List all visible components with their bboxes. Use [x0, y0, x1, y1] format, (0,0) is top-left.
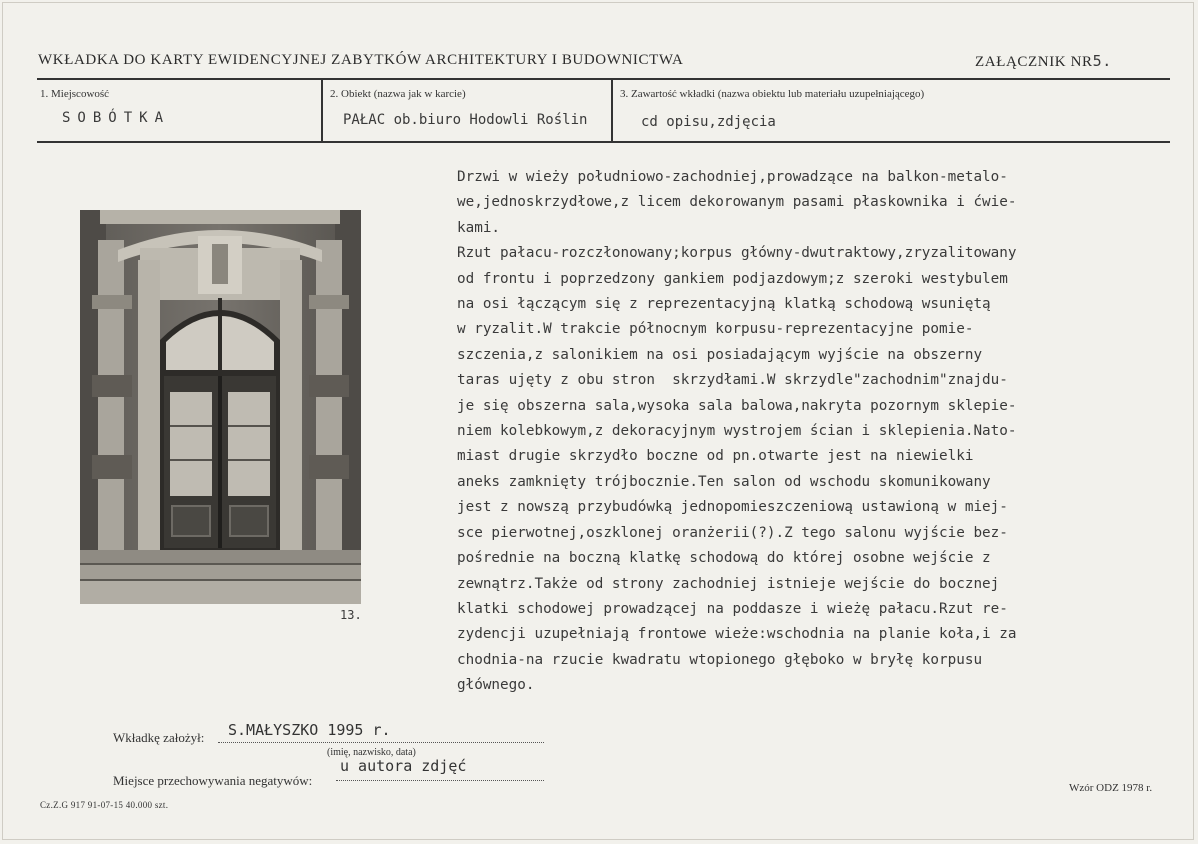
description-text: [457, 165, 1157, 699]
fields-bottom-rule: [37, 141, 1170, 143]
printer-info: Cz.Z.G 917 91-07-15 40.000 szt.: [40, 800, 169, 810]
description-line: je się obszerna sala,wysoka sala balowa,nakryta pozornym sklepie-: [457, 397, 1017, 414]
content-value: cd opisu,zdjęcia: [641, 114, 776, 130]
template-info: Wzór ODZ 1978 r.: [1069, 782, 1153, 794]
field-divider-2: [611, 80, 613, 141]
description-line: miast drugie skrzydło boczne od pn.otwarte jest na niewielki: [457, 448, 974, 465]
attachment-label: ZAŁĄCZNIK NR: [975, 54, 1093, 70]
attachment-number: [975, 52, 1112, 71]
negatives-dotted-line: [336, 780, 544, 781]
founder-dotted-line: [218, 742, 544, 743]
founder-value: S.MAŁYSZKO 1995 r.: [228, 721, 391, 739]
description-line: pośrednie na boczną klatkę schodową do której osobne wejście z: [457, 550, 991, 567]
description-line: od frontu i poprzedzony gankiem podjazdowym;z szeroki westybulem: [457, 270, 1008, 287]
description-line: sce pierwotnej,oszklonej oranżerii(?).Z tego salonu wyjście bez-: [457, 524, 1008, 541]
attachment-number-value: 5.: [1092, 52, 1112, 70]
description-line: zewnątrz.Także od strony zachodniej istnieje wejście do bocznej: [457, 575, 1000, 592]
founder-label: Wkładkę założył:: [113, 730, 205, 745]
door-photograph: [80, 210, 361, 604]
negatives-value: u autora zdjęć: [340, 757, 467, 775]
description-line: zydencji uzupełniają frontowe wieże:wschodnia na planie koła,i za: [457, 626, 1017, 643]
form-title: WKŁADKA DO KARTY EWIDENCYJNEJ ZABYTKÓW ARCHITEKTURY I BUDOWNICTWA: [38, 52, 684, 68]
content-label: 3. Zawartość wkładki (nazwa obiektu lub materiału uzupełniającego): [620, 88, 925, 100]
object-value: PAŁAC ob.biuro Hodowli Roślin: [343, 112, 588, 128]
object-label: 2. Obiekt (nazwa jak w karcie): [330, 88, 466, 100]
field-divider-1: [321, 80, 323, 141]
header-rule: [37, 78, 1170, 80]
description-line: Rzut pałacu-rozczłonowany;korpus główny-dwutraktowy,zryzalitowany: [457, 245, 1017, 262]
locality-label: 1. Miejscowość: [40, 88, 110, 100]
description-line: klatki schodowej prowadzącej na poddasze i wieżę pałacu.Rzut re-: [457, 600, 1008, 617]
description-line: w ryzalit.W trakcie północnym korpusu-reprezentacyjne pomie-: [457, 321, 974, 338]
description-line: na osi łączącym się z reprezentacyjną klatką schodową wsuniętą: [457, 296, 991, 313]
negatives-label: Miejsce przechowywania negatywów:: [113, 773, 313, 788]
photo-number: 13.: [340, 608, 362, 622]
description-line: we,jednoskrzydłowe,z licem dekorowanym pasami płaskownika i ćwie-: [457, 194, 1017, 211]
description-line: taras ujęty z obu stron skrzydłami.W skrzydle"zachodnim"znajdu-: [457, 372, 1008, 389]
description-line: kami.: [457, 219, 501, 236]
description-line: głównego.: [457, 677, 535, 694]
description-line: aneks zamknięty trójbocznie.Ten salon od wschodu skomunikowany: [457, 473, 991, 490]
description-line: chodnia-na rzucie kwadratu wtopionego głęboko w bryłę korpusu: [457, 651, 983, 668]
description-line: szczenia,z salonikiem na osi posiadającym wyjście na obszerny: [457, 346, 983, 363]
founder-caption: (imię, nazwisko, data): [327, 747, 416, 758]
door-photo-illustration: [80, 210, 361, 604]
description-line: niem kolebkowym,z dekoracyjnym wystrojem ścian i sklepienia.Nato-: [457, 423, 1017, 440]
description-line: Drzwi w wieży południowo-zachodniej,prowadzące na balkon-metalo-: [457, 169, 1008, 185]
description-line: jest z nowszą przybudówką jednopomieszczeniową ustawioną w miej-: [457, 499, 1008, 516]
locality-value: SOBÓTKA: [62, 110, 171, 126]
